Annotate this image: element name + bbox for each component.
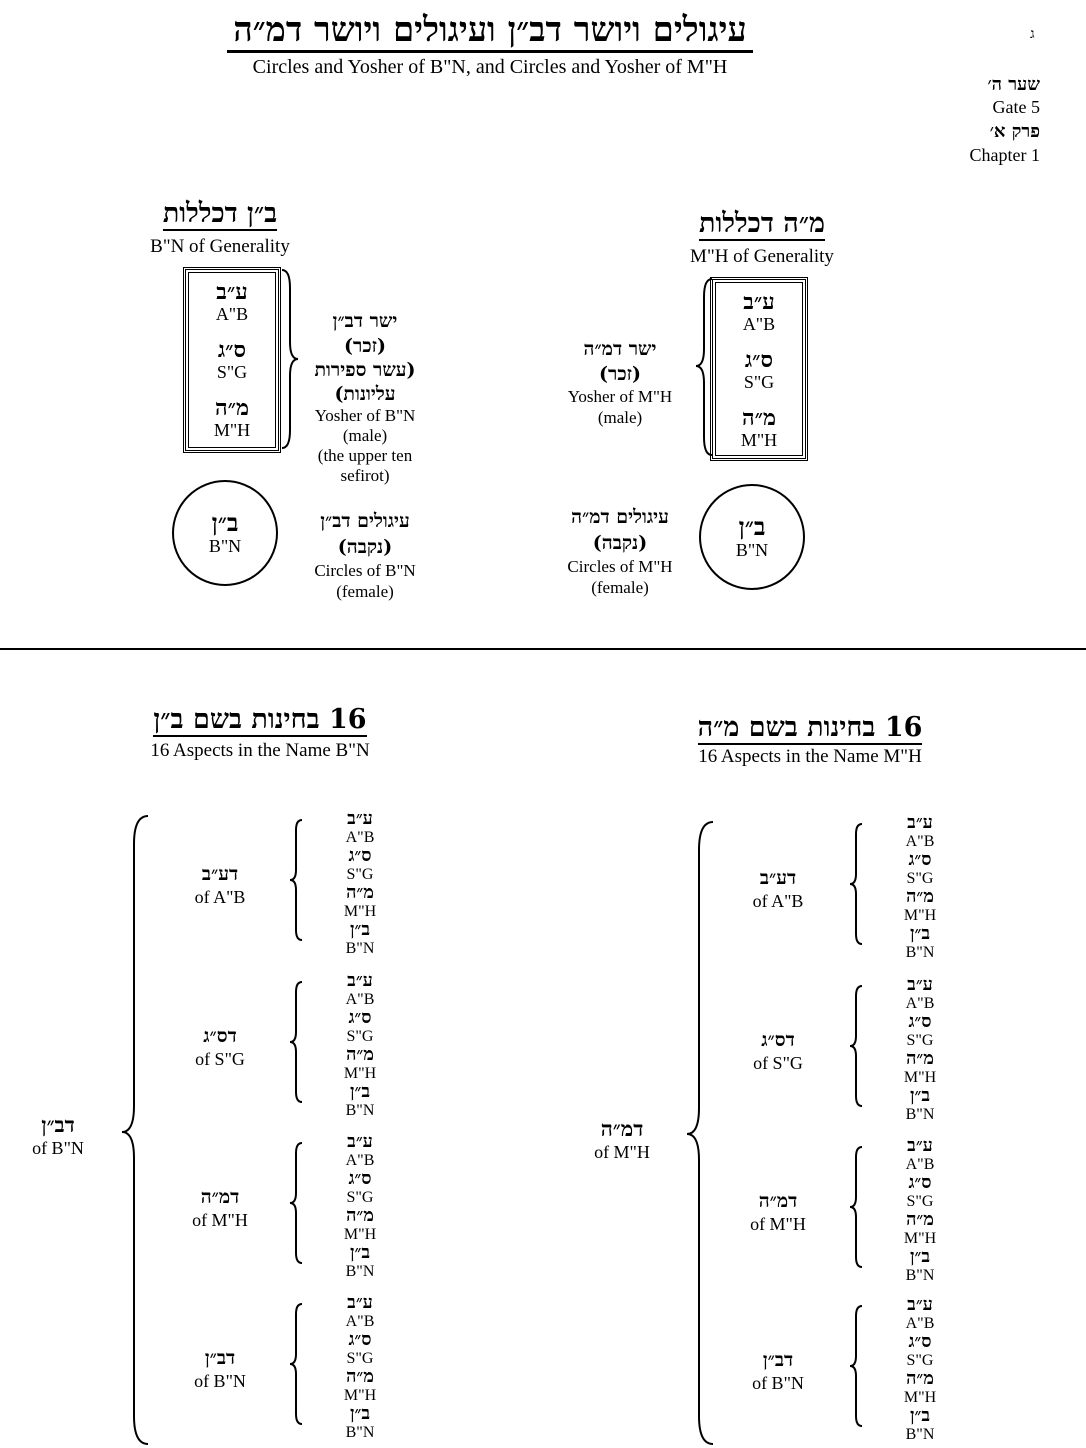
name-mh-hebrew: מ״ה (906, 1209, 934, 1230)
name-sg-english: S"G (906, 1193, 934, 1210)
aspects-mh-root-english: of M"H (594, 1142, 650, 1162)
bn-group-names-3 (330, 1133, 390, 1281)
mh-yosher-en-1: Yosher of M"H (567, 387, 673, 406)
name-mh-hebrew: מ״ה (346, 882, 374, 903)
page-title (190, 10, 790, 50)
bn-group-label-english: of M"H (192, 1210, 248, 1230)
name-mh-english: M"H (343, 903, 377, 920)
name-bn-hebrew: ב״ן (349, 1081, 371, 1102)
name-bn-english: B"N (345, 940, 375, 957)
gate-hebrew: שער ה׳ (987, 74, 1040, 95)
mh-group-names-2 (890, 976, 950, 1124)
corner-mark: ג (1030, 26, 1035, 42)
name-mh-hebrew: מ״ה (906, 1048, 934, 1069)
mh-group-label-english: of A"B (752, 891, 804, 911)
name-ab-hebrew: ע״ב (907, 974, 933, 995)
mh-yosher-en-2: (male) (597, 408, 643, 427)
bn-group-label-hebrew: דס״ג (203, 1025, 237, 1047)
mh-group-brace-4 (848, 1304, 864, 1428)
mh-circle-english: B"N (735, 540, 769, 560)
name-ab-english: A"B (345, 1313, 375, 1330)
name-mh-hebrew: מ״ה (346, 1205, 374, 1226)
box-item-mh-hebrew: מ״ה (741, 405, 777, 431)
name-mh-english: M"H (903, 1230, 937, 1247)
mh-group-label-hebrew: דב״ן (762, 1349, 794, 1371)
mh-group-label-english: of M"H (750, 1214, 806, 1234)
box-item-ab-english: A"B (742, 314, 776, 334)
name-mh-english: M"H (343, 1226, 377, 1243)
name-ab-hebrew: ע״ב (347, 1292, 373, 1313)
mh-yosher-he-2: (זכר) (599, 363, 641, 385)
aspects-bn-root (18, 1112, 98, 1158)
chapter-english: Chapter 1 (969, 145, 1040, 165)
bn-yosher-en-2: (male) (342, 426, 388, 445)
box-item-ab-hebrew: ע״ב (743, 289, 775, 315)
name-bn-english: B"N (345, 1424, 375, 1441)
name-ab-english: A"B (905, 833, 935, 850)
name-ab-hebrew: ע״ב (347, 1131, 373, 1152)
name-bn-english: B"N (905, 944, 935, 961)
mh-yosher-box (710, 277, 808, 461)
gate-chapter-block (930, 74, 1040, 166)
name-sg-hebrew: ס״ג (908, 849, 932, 870)
aspects-mh-subtitle: 16 Aspects in the Name M"H (698, 746, 922, 767)
bn-yosher-he-1: ישר דב״ן (332, 310, 398, 332)
mh-group-label-hebrew: דמ״ה (758, 1190, 798, 1212)
bn-circles-he-1: עיגולים דב״ן (320, 510, 410, 532)
name-bn-hebrew: ב״ן (909, 1246, 931, 1267)
box-item-sg-hebrew: ס״ג (217, 337, 247, 363)
bn-group-label-hebrew: דב״ן (204, 1347, 236, 1369)
bn-generality-title-hebrew: ב״ן דכללות (162, 198, 278, 229)
gate-english: Gate 5 (992, 97, 1040, 117)
bn-yosher-he-2: (זכר) (344, 335, 386, 357)
name-ab-english: A"B (345, 1152, 375, 1169)
mh-group-names-4 (890, 1296, 950, 1444)
bn-group-label-3 (170, 1185, 270, 1231)
aspects-mh-root-hebrew: דמ״ה (600, 1116, 644, 1141)
bn-yosher-en-1: Yosher of B"N (314, 406, 416, 425)
name-bn-hebrew: ב״ן (909, 923, 931, 944)
bn-group-label-2 (170, 1024, 270, 1070)
bn-group-label-1 (170, 862, 270, 908)
bn-generality-title (120, 198, 320, 230)
name-sg-hebrew: ס״ג (908, 1331, 932, 1352)
mh-group-label-1 (728, 866, 828, 912)
name-mh-english: M"H (903, 1389, 937, 1406)
mh-circles-en-2: (female) (591, 578, 649, 597)
name-sg-hebrew: ס״ג (348, 1007, 372, 1028)
name-mh-hebrew: מ״ה (346, 1044, 374, 1065)
name-mh-english: M"H (343, 1387, 377, 1404)
name-ab-hebrew: ע״ב (907, 1135, 933, 1156)
box-item-mh-english: M"H (213, 420, 251, 440)
aspects-bn-subtitle: 16 Aspects in the Name B"N (150, 740, 370, 761)
box-item-sg-english: S"G (216, 362, 248, 382)
name-bn-hebrew: ב״ן (909, 1405, 931, 1426)
aspects-bn-outer-brace (120, 814, 150, 1446)
mh-yosher-label (545, 336, 695, 428)
bn-group-names-4 (330, 1294, 390, 1442)
name-mh-english: M"H (903, 907, 937, 924)
name-ab-english: A"B (905, 995, 935, 1012)
aspects-mh-outer-brace (685, 820, 715, 1446)
mh-circles-en-1: Circles of M"H (567, 557, 673, 576)
mh-group-label-hebrew: דע״ב (759, 867, 797, 889)
chapter-hebrew: פרק א׳ (989, 121, 1040, 142)
bn-group-brace-2 (288, 980, 304, 1104)
bn-group-label-english: of A"B (194, 887, 246, 907)
bn-yosher-en-4: sefirot) (340, 466, 390, 485)
mh-group-label-3 (728, 1189, 828, 1235)
name-bn-hebrew: ב״ן (349, 1403, 371, 1424)
bn-yosher-en-3: (the upper ten (317, 446, 413, 465)
bn-circle-hebrew: ב״ן (211, 508, 239, 537)
bn-group-names-2 (330, 972, 390, 1120)
bn-group-label-hebrew: דע״ב (201, 863, 239, 885)
box-item-ab-hebrew: ע״ב (216, 279, 248, 305)
name-bn-english: B"N (905, 1426, 935, 1443)
mh-generality-title-hebrew: מ״ה דכללות (698, 208, 825, 239)
name-mh-hebrew: מ״ה (906, 886, 934, 907)
name-ab-english: A"B (905, 1315, 935, 1332)
aspects-bn-title (110, 704, 410, 736)
mh-generality-title (662, 208, 862, 240)
name-sg-hebrew: ס״ג (908, 1011, 932, 1032)
bn-yosher-he-4: עליונות) (334, 383, 396, 405)
name-bn-english: B"N (905, 1106, 935, 1123)
name-sg-hebrew: ס״ג (908, 1172, 932, 1193)
bn-group-label-hebrew: דמ״ה (200, 1186, 240, 1208)
mh-circles-label (545, 504, 695, 598)
mh-circle-hebrew: ב״ן (738, 512, 766, 541)
aspects-mh-root (582, 1116, 662, 1162)
name-ab-english: A"B (345, 829, 375, 846)
bn-group-label-4 (170, 1346, 270, 1392)
aspects-mh-title (660, 712, 960, 744)
bn-group-brace-4 (288, 1302, 304, 1426)
bn-circles-he-2: (נקבה) (337, 536, 393, 558)
name-mh-english: M"H (343, 1065, 377, 1082)
bn-circle-english: B"N (208, 536, 242, 556)
name-sg-english: S"G (346, 866, 374, 883)
mh-circles-he-2: (נקבה) (592, 532, 648, 554)
name-ab-hebrew: ע״ב (347, 808, 373, 829)
name-sg-english: S"G (346, 1028, 374, 1045)
page-subtitle: Circles and Yosher of B"N, and Circles and Yosher of M"H (252, 56, 728, 78)
name-ab-hebrew: ע״ב (907, 812, 933, 833)
aspects-bn-root-english: of B"N (32, 1138, 84, 1158)
bn-group-label-english: of B"N (194, 1371, 246, 1391)
bn-group-brace-1 (288, 818, 304, 942)
bn-group-brace-3 (288, 1141, 304, 1265)
name-sg-english: S"G (346, 1350, 374, 1367)
mh-yosher-he-1: ישר דמ״ה (583, 338, 657, 360)
box-item-mh-hebrew: מ״ה (214, 395, 250, 421)
name-mh-hebrew: מ״ה (906, 1368, 934, 1389)
mh-group-label-hebrew: דס״ג (761, 1029, 795, 1051)
name-bn-hebrew: ב״ן (349, 1242, 371, 1263)
aspects-bn-title-hebrew: 16 בחינות בשם ב״ן (153, 704, 367, 735)
aspects-bn-root-hebrew: דב״ן (41, 1112, 75, 1137)
mh-circles-he-1: עיגולים דמ״ה (571, 506, 669, 528)
bn-circles-en-2: (female) (336, 582, 394, 601)
mh-group-names-1 (890, 814, 950, 962)
name-sg-hebrew: ס״ג (348, 845, 372, 866)
box-item-sg-hebrew: ס״ג (744, 347, 774, 373)
mh-group-brace-1 (848, 822, 864, 946)
name-sg-english: S"G (906, 1032, 934, 1049)
name-sg-english: S"G (346, 1189, 374, 1206)
box-item-ab-english: A"B (215, 304, 249, 324)
bn-circles-label (290, 508, 440, 602)
mh-group-label-english: of S"G (753, 1053, 803, 1073)
mh-group-brace-2 (848, 984, 864, 1108)
mh-group-names-3 (890, 1137, 950, 1285)
bn-yosher-he-3: (עשר ספירות (314, 359, 416, 381)
name-bn-english: B"N (905, 1267, 935, 1284)
mh-generality-subtitle: M"H of Generality (690, 246, 834, 267)
mh-group-brace-3 (848, 1145, 864, 1269)
name-bn-english: B"N (345, 1263, 375, 1280)
box-item-sg-english: S"G (743, 372, 775, 392)
name-ab-english: A"B (345, 991, 375, 1008)
name-bn-hebrew: ב״ן (349, 919, 371, 940)
name-ab-hebrew: ע״ב (907, 1294, 933, 1315)
page-title-hebrew: עיגולים ויושר דב״ן ועיגולים ויושר דמ״ה (227, 10, 753, 53)
name-sg-hebrew: ס״ג (348, 1168, 372, 1189)
bn-yosher-label (290, 308, 440, 486)
bn-circle (172, 480, 278, 586)
bn-group-label-english: of S"G (195, 1049, 245, 1069)
bn-yosher-box (183, 267, 281, 453)
bn-group-names-1 (330, 810, 390, 958)
name-sg-hebrew: ס״ג (348, 1329, 372, 1350)
mh-group-label-4 (728, 1348, 828, 1394)
bn-generality-subtitle: B"N of Generality (150, 236, 290, 257)
bn-circles-en-1: Circles of B"N (314, 561, 416, 580)
section-divider (0, 648, 1086, 650)
name-mh-english: M"H (903, 1069, 937, 1086)
mh-group-label-2 (728, 1028, 828, 1074)
mh-group-label-english: of B"N (752, 1373, 804, 1393)
name-mh-hebrew: מ״ה (346, 1366, 374, 1387)
name-sg-english: S"G (906, 1352, 934, 1369)
name-sg-english: S"G (906, 870, 934, 887)
mh-circle (699, 484, 805, 590)
name-ab-english: A"B (905, 1156, 935, 1173)
aspects-mh-title-hebrew: 16 בחינות בשם מ״ה (697, 712, 923, 743)
name-bn-english: B"N (345, 1102, 375, 1119)
name-ab-hebrew: ע״ב (347, 970, 373, 991)
name-bn-hebrew: ב״ן (909, 1085, 931, 1106)
box-item-mh-english: M"H (740, 430, 778, 450)
